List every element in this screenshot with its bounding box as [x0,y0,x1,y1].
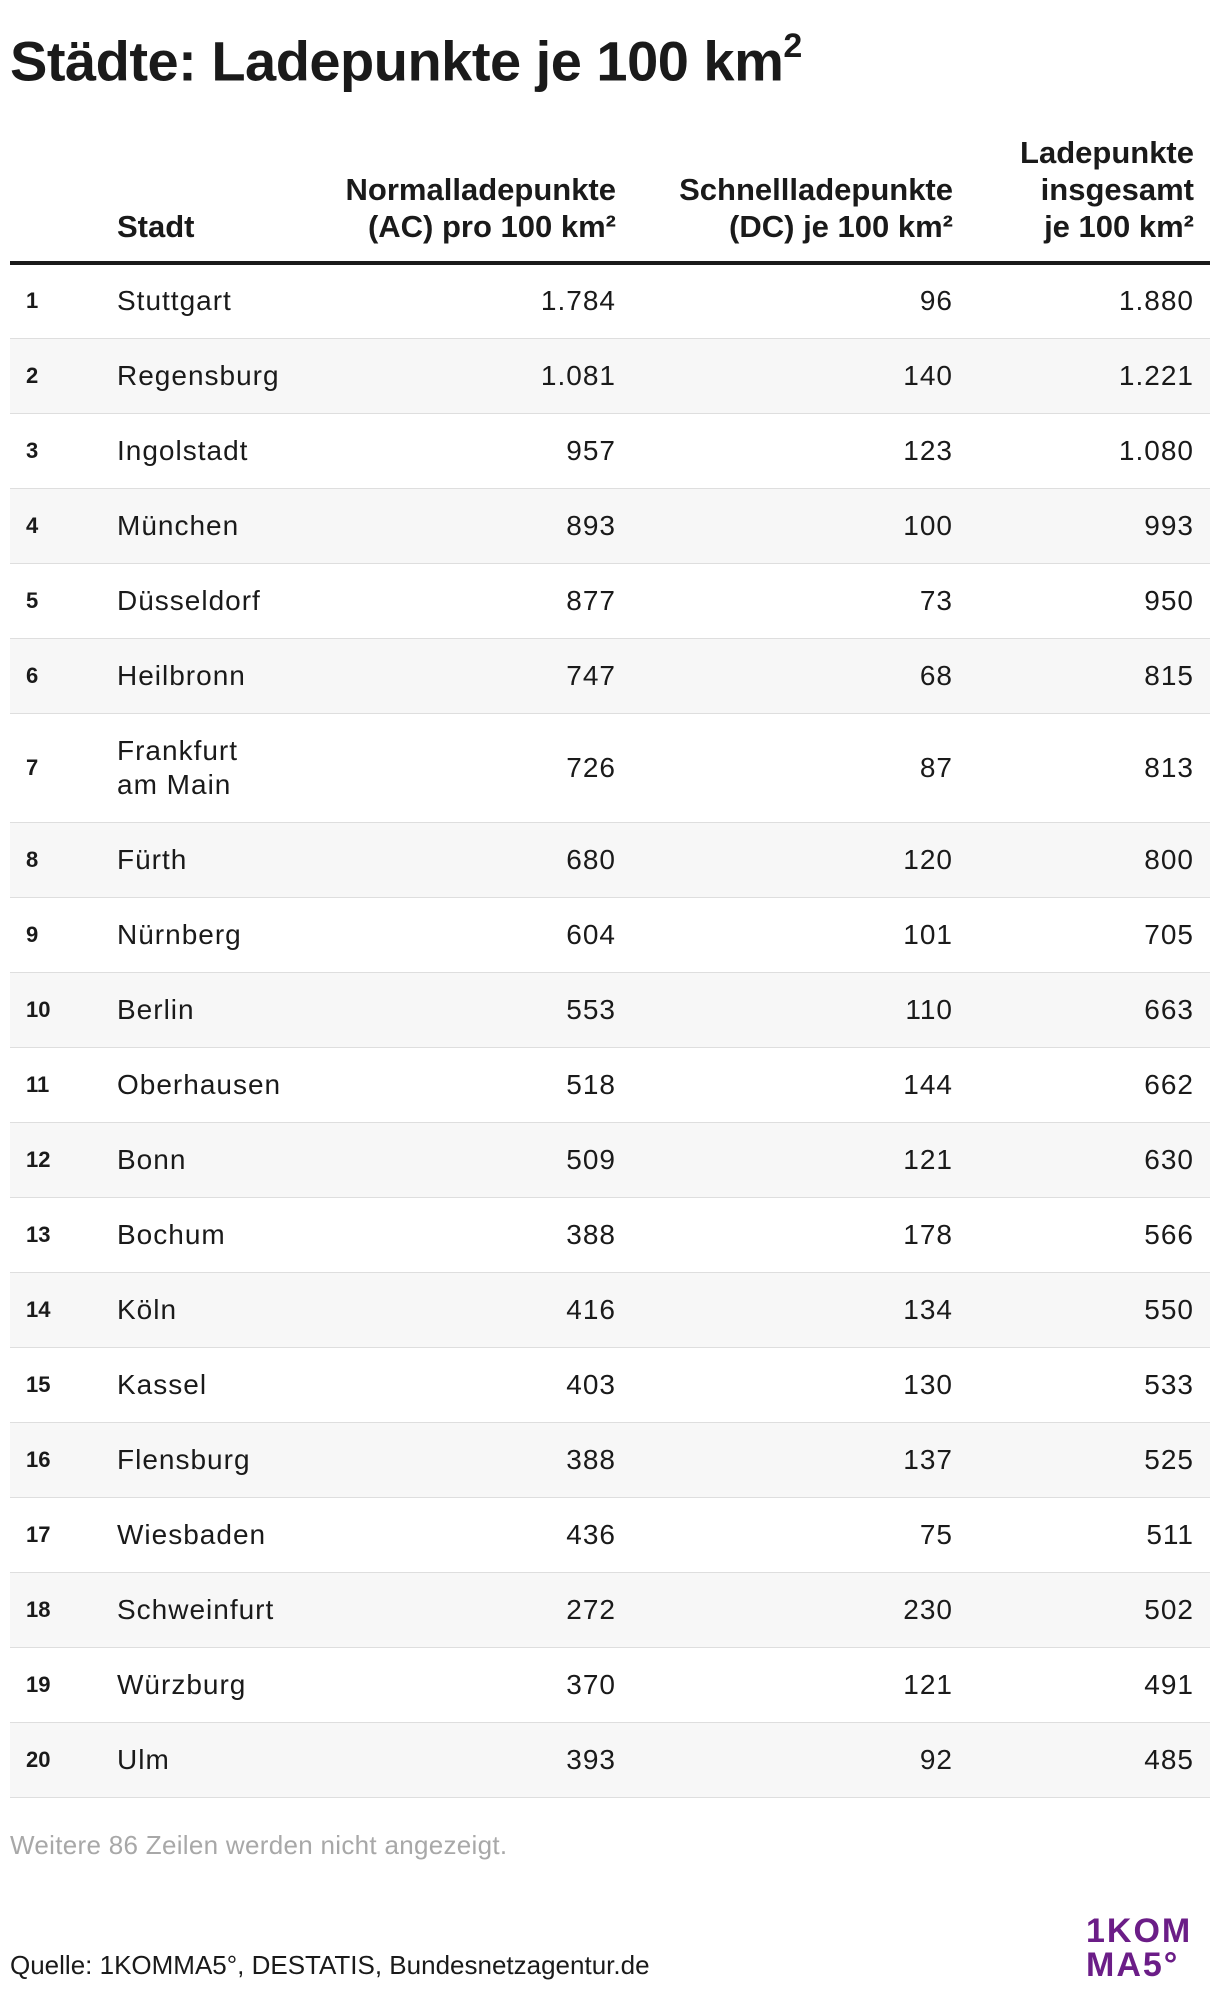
cell-rank: 5 [26,587,39,613]
cell-ac: 370 [566,1668,616,1700]
cell-dc: 178 [903,1218,953,1250]
cell-city [117,1497,327,1572]
table-header [10,128,1210,263]
cell-rank: 11 [26,1071,50,1097]
column-header-line: (AC) pro 100 km² [367,209,616,244]
column-header-line: Stadt [117,209,195,244]
cell-ac: 388 [566,1218,616,1250]
brand-logo-line-2: MA5° [1086,1946,1180,1984]
cell-city [117,1722,327,1797]
cell-dc: 100 [903,509,953,541]
cell-ac: 393 [566,1743,616,1775]
cell-dc: 121 [903,1143,953,1175]
chart-title-superscript: 2 [783,27,802,65]
cell-rank: 1 [26,288,39,314]
table-row [10,1197,1210,1272]
table-row [10,1422,1210,1497]
cell-rank: 6 [26,662,39,688]
cell-total: 485 [1144,1743,1194,1775]
cell-rank: 9 [26,921,39,947]
cell-dc: 87 [919,751,953,783]
column-header-city [117,128,327,263]
cell-total: 533 [1144,1368,1194,1400]
cell-rank: 7 [26,754,39,780]
cell-city [117,263,327,338]
cell-city-line: Regensburg [117,359,280,391]
cell-ac: 518 [566,1068,616,1100]
cell-city-line: Fürth [117,843,188,875]
cell-rank: 8 [26,846,39,872]
cell-rank: 19 [26,1671,51,1697]
cell-dc: 120 [903,843,953,875]
cell-dc: 134 [903,1293,953,1325]
cell-total: 550 [1144,1293,1194,1325]
table-row [10,1647,1210,1722]
cell-city [117,413,327,488]
cell-total: 813 [1144,751,1194,783]
cell-ac: 416 [566,1293,616,1325]
cell-city [117,897,327,972]
cell-total: 1.221 [1118,359,1194,391]
table-row [10,1347,1210,1422]
cell-dc: 144 [903,1068,953,1100]
cell-city-line: München [117,509,240,541]
brand-logo-line-1: 1KOM [1086,1912,1193,1950]
cell-ac: 553 [566,993,616,1025]
cell-total: 566 [1144,1218,1194,1250]
cell-total: 525 [1144,1443,1194,1475]
column-header-ac [327,128,632,263]
cell-city [117,1647,327,1722]
cell-city-line: Schweinfurt [117,1593,275,1625]
column-header-line: Normalladepunkte [345,172,616,207]
cell-city-line: Oberhausen [117,1068,282,1100]
cell-city [117,488,327,563]
cell-dc: 92 [919,1743,953,1775]
table-row [10,488,1210,563]
cell-rank: 17 [26,1521,51,1547]
table-row [10,713,1210,822]
cell-rank: 12 [26,1146,51,1172]
column-header-total [969,128,1210,263]
cell-rank: 4 [26,512,39,538]
table-row [10,338,1210,413]
cell-dc: 68 [919,659,953,691]
table-row [10,1722,1210,1797]
table-row [10,563,1210,638]
cell-dc: 230 [903,1593,953,1625]
cell-ac: 747 [566,659,616,691]
cell-city-line: Berlin [117,993,195,1025]
cell-rank: 10 [26,996,51,1022]
cell-rank: 15 [26,1371,51,1397]
cell-dc: 101 [903,918,953,950]
cell-city-line: Nürnberg [117,918,242,950]
cell-dc: 121 [903,1668,953,1700]
table-row [10,897,1210,972]
cell-total: 630 [1144,1143,1194,1175]
cell-city [117,1122,327,1197]
column-header-dc [632,128,969,263]
cell-total: 1.880 [1118,285,1194,317]
cell-rank: 20 [26,1746,51,1772]
cell-city-line: Frankfurt [117,734,239,766]
chart-title [10,0,1210,98]
cell-ac: 436 [566,1518,616,1550]
cell-city-line: Köln [117,1293,178,1325]
cell-ac: 680 [566,843,616,875]
cell-dc: 75 [919,1518,953,1550]
chart-title-text: Städte: Ladepunkte je 100 km [10,29,784,93]
cell-ac: 509 [566,1143,616,1175]
table-body [10,263,1210,1797]
cell-dc: 130 [903,1368,953,1400]
cell-total: 993 [1144,509,1194,541]
cell-total: 1.080 [1118,434,1194,466]
cell-dc: 96 [919,285,953,317]
cell-city [117,1422,327,1497]
data-table [10,128,1210,1798]
table-row [10,1572,1210,1647]
cell-dc: 123 [903,434,953,466]
cell-city-line: Würzburg [117,1668,247,1700]
cell-rank: 16 [26,1446,51,1472]
cell-city [117,563,327,638]
header-row [10,128,1210,263]
table-row [10,1047,1210,1122]
table-row [10,263,1210,338]
cell-city [117,1197,327,1272]
cell-city-line: Stuttgart [117,285,232,317]
cell-ac: 893 [566,509,616,541]
cell-rank: 3 [26,437,39,463]
cell-ac: 604 [566,918,616,950]
cell-dc: 73 [919,584,953,616]
cell-total: 491 [1144,1668,1194,1700]
cell-city [117,1347,327,1422]
cell-rank: 18 [26,1596,51,1622]
cell-total: 950 [1144,584,1194,616]
cell-ac: 1.784 [540,285,616,317]
table-row [10,822,1210,897]
cell-total: 815 [1144,659,1194,691]
cell-ac: 957 [566,434,616,466]
cell-total: 502 [1144,1593,1194,1625]
cell-dc: 110 [905,993,953,1025]
cell-rank: 14 [26,1296,51,1322]
cell-city [117,1272,327,1347]
column-header-line: insgesamt [1040,172,1194,207]
table-row [10,638,1210,713]
cell-city [117,822,327,897]
cell-city-line: Ingolstadt [117,434,249,466]
cell-city-line: Kassel [117,1368,208,1400]
cell-ac: 726 [566,751,616,783]
cell-city [117,1047,327,1122]
column-header-line: Schnellladepunkte [679,172,953,207]
hidden-rows-note: Weitere 86 Zeilen werden nicht angezeigt. [10,1830,508,1860]
cell-city-line: Bonn [117,1143,187,1175]
cell-ac: 272 [566,1593,616,1625]
cell-city [117,713,327,822]
cell-city-line: am Main [117,768,232,800]
cell-total: 705 [1144,918,1194,950]
cell-ac: 403 [566,1368,616,1400]
cell-city-line: Wiesbaden [117,1518,267,1550]
cell-rank: 13 [26,1221,51,1247]
source-line: Quelle: 1KOMMA5°, DESTATIS, Bundesnetzagentur.de [10,1950,650,1980]
chart-container [10,0,1210,1984]
table-row [10,1122,1210,1197]
column-header-line: Ladepunkte [1020,135,1194,170]
cell-city [117,1572,327,1647]
cell-total: 662 [1144,1068,1194,1100]
column-header-rank [10,128,117,263]
cell-city-line: Bochum [117,1218,226,1250]
cell-ac: 1.081 [540,359,616,391]
table-row [10,972,1210,1047]
cell-city [117,638,327,713]
cell-total: 663 [1144,993,1194,1025]
cell-dc: 137 [903,1443,953,1475]
cell-total: 511 [1146,1518,1194,1550]
cell-city-line: Ulm [117,1743,170,1775]
cell-city-line: Düsseldorf [117,584,261,616]
table-row [10,1272,1210,1347]
cell-rank: 2 [26,362,39,388]
brand-logo [1086,1914,1206,1982]
table-row [10,1497,1210,1572]
cell-city-line: Flensburg [117,1443,251,1475]
cell-city [117,972,327,1047]
cell-dc: 140 [903,359,953,391]
cell-ac: 877 [566,584,616,616]
cell-total: 800 [1144,843,1194,875]
column-header-line: (DC) je 100 km² [729,209,953,244]
table-row [10,413,1210,488]
cell-ac: 388 [566,1443,616,1475]
cell-city [117,338,327,413]
cell-city-line: Heilbronn [117,659,246,691]
column-header-line: je 100 km² [1044,209,1194,244]
